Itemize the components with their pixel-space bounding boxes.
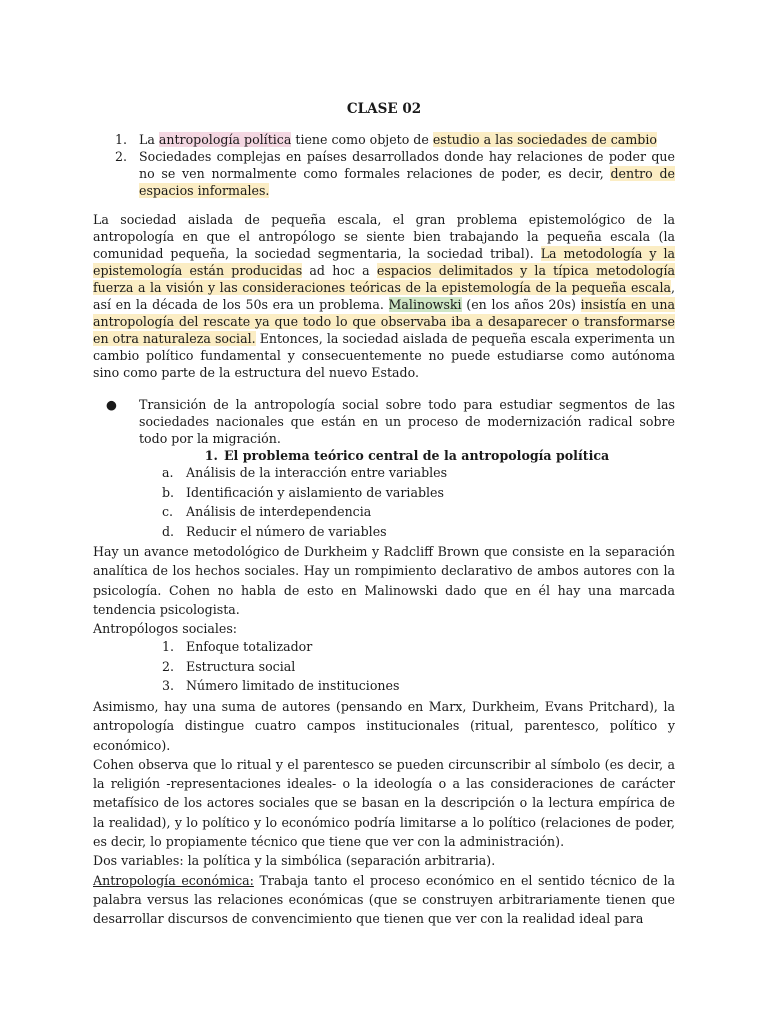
- paragraph-two-variables: Dos variables: la política y la simbólica (separación arbitraria).: [93, 853, 496, 869]
- list-item: [162, 523, 675, 543]
- heading-number: 1.: [204, 448, 218, 463]
- list-letter: a.: [162, 465, 174, 480]
- highlight-pink: antropología política: [158, 132, 292, 147]
- list-item: [115, 131, 675, 148]
- highlight-yellow: espacios delimitados y la típica metodología fuerza a la visión y las consideraciones teóricas de la epistemología de la pequeña escala: [93, 263, 676, 295]
- para-text: , así en la década de los 50s era un problema.: [93, 280, 675, 312]
- list-text: La: [139, 132, 159, 147]
- heading-text: El problema teórico central de la antropología política: [223, 448, 610, 463]
- list-item: [115, 148, 675, 199]
- intro-list: [93, 131, 675, 199]
- list-item: [162, 484, 675, 504]
- highlight-yellow: insistía en una antropología del rescate ya que todo lo que observaba iba a desaparecer o transformarse en otra naturaleza social.: [93, 297, 675, 346]
- list-letter: b.: [162, 484, 175, 500]
- list-item: [162, 464, 675, 484]
- list-text: Número limitado de instituciones: [186, 678, 400, 694]
- para-text: Trabaja tanto el proceso económico en el sentido técnico de la palabra versus las relaciones económicas (que se construyen arbitrariamente tienen que desarrollar discursos de convencimiento que tienen que ver con la realidad ideal para: [93, 872, 675, 927]
- bullet-icon: ●: [106, 397, 117, 412]
- list-number: 2.: [115, 149, 128, 164]
- list-item: [162, 638, 675, 658]
- list-item: [162, 677, 675, 697]
- highlight-yellow: estudio a las sociedades de cambio: [432, 132, 657, 147]
- list-letter: d.: [162, 523, 175, 539]
- list-text: Identificación y aislamiento de variables: [186, 484, 444, 500]
- bullet-list: [93, 396, 675, 447]
- list-text: Sociedades complejas en países desarrollados donde hay relaciones de poder que no se ven normalmente como formales relaciones de poder, es decir,: [139, 149, 675, 181]
- list-number: 1.: [162, 639, 175, 655]
- para-text: La sociedad aislada de pequeña escala, el gran problema epistemológico de la antropología en que el antropólogo se siente bien trabajando la pequeña escala (la comunidad pequeña, la sociedad segmentaria, la sociedad tribal).: [93, 212, 675, 261]
- para-text: Entonces, la sociedad aislada de pequeña escala experimenta un cambio político fundamental y consecuentemente no puede estudiarse como autónoma sino como parte de la estructura del nuevo Estado.: [93, 331, 675, 380]
- bullet-text: Transición de la antropología social sobre todo para estudiar segmentos de las sociedades nacionales que están en un proceso de modernización radical sobre todo por la migración.: [139, 397, 675, 446]
- highlight-yellow: dentro de espacios informales.: [139, 166, 675, 198]
- highlight-green: Malinowski: [388, 297, 462, 312]
- bullet-item: [106, 396, 675, 447]
- paragraph-social-anthropologists: Antropólogos sociales:: [93, 621, 238, 637]
- list-text: Estructura social: [186, 658, 296, 674]
- list-letter: c.: [162, 504, 174, 519]
- list-text: Enfoque totalizador: [186, 639, 313, 655]
- paragraph-cohen: Cohen observa que lo ritual y el parentesco se pueden circunscribir al símbolo (es decir, a la religión -representaciones ideales- o la ideología o a las consideraciones de carácter metafísico de los actores sociales que se basan en la descripción o la lectura empírica de la realidad), y lo político y lo económico podría limitarse a lo político (relaciones de poder, es decir, lo propiamente técnico que tiene que ver con la administración).: [93, 756, 675, 850]
- underlined-term: Antropología económica:: [93, 872, 254, 888]
- list-item: [162, 658, 675, 678]
- list-text: Análisis de interdependencia: [186, 504, 372, 519]
- list-number: 2.: [162, 658, 175, 674]
- highlight-yellow: La metodología y la epistemología están producidas: [93, 246, 675, 278]
- alpha-list: [93, 464, 675, 542]
- list-text: tiene como objeto de: [291, 132, 433, 147]
- para-text: (en los años 20s): [461, 297, 581, 312]
- section-heading: [139, 447, 675, 464]
- paragraph-small-scale: [93, 211, 675, 381]
- para-text: ad hoc a: [302, 263, 377, 278]
- list-number: 3.: [162, 678, 175, 694]
- document-body: [93, 101, 675, 929]
- page-title: CLASE 02: [346, 101, 422, 117]
- paragraph-institutional-fields: Asimismo, hay una suma de autores (pensando en Marx, Durkheim, Evans Pritchard), la antropología distingue cuatro campos institucionales (ritual, parentesco, político y económico).: [93, 698, 675, 753]
- paragraph-economic-anthropology: [93, 871, 675, 929]
- list-text: Análisis de la interacción entre variables: [186, 465, 448, 480]
- paragraph-durkheim: Hay un avance metodológico de Durkheim y Radcliff Brown que consiste en la separación analítica de los hechos sociales. Hay un rompimiento declarativo de ambos autores con la psicología. Cohen no habla de esto en Malinowski dado que en él hay una marcada tendencia psicologista.: [93, 544, 675, 617]
- list-text: Reducir el número de variables: [186, 523, 387, 539]
- social-list: [93, 638, 675, 697]
- list-item: [162, 503, 675, 523]
- list-number: 1.: [115, 132, 128, 147]
